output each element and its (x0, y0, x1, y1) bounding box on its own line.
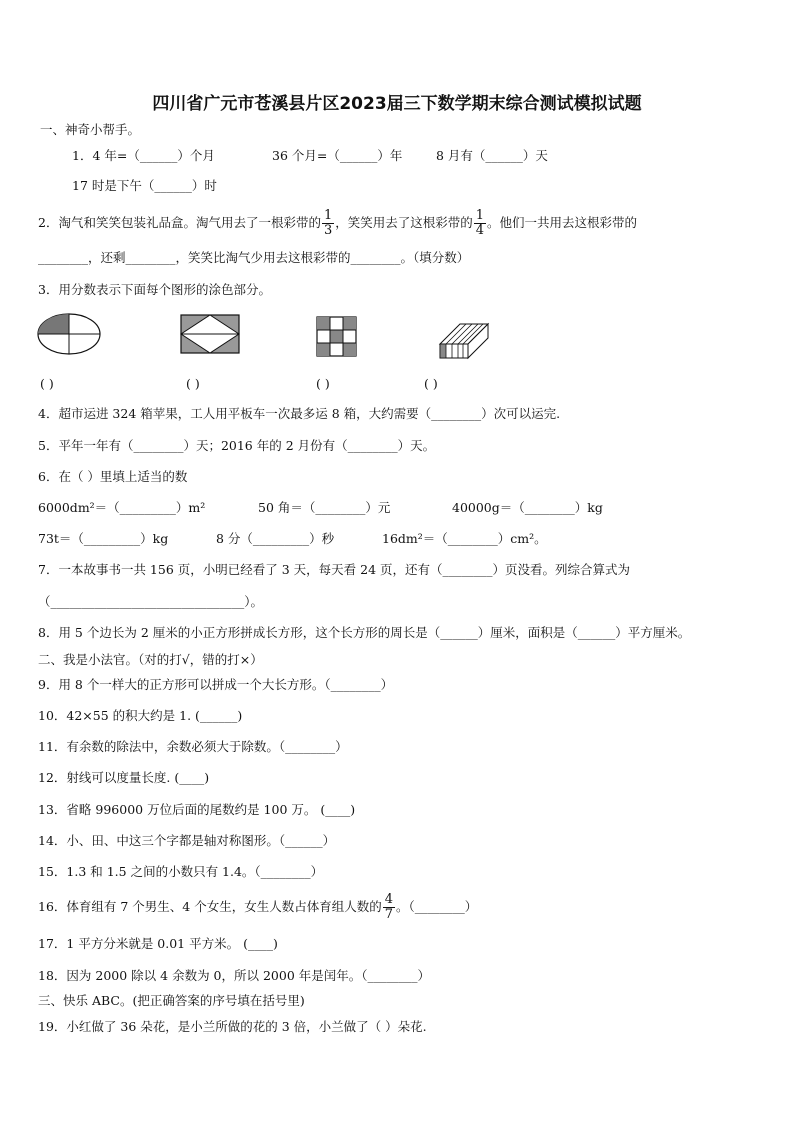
question-12: 12．射线可以度量长度. (____) (38, 770, 210, 785)
fraction-one-third (322, 209, 334, 238)
question-3: 3．用分数表示下面每个图形的涂色部分。 (38, 282, 271, 297)
grid-figure (316, 316, 358, 358)
question-6d: 73t＝（_________）kg (38, 531, 169, 546)
frac-den: 7 (384, 907, 394, 922)
question-2-line1 (38, 208, 637, 238)
question-7-line1: 7．一本故事书一共 156 页，小明已经看了 3 天，每天看 24 页，还有（________）页没看。列综合算式为 (38, 562, 631, 577)
page-title: 四川省广元市苍溪县片区2023届三下数学期末综合测试模拟试题 (152, 94, 642, 114)
question-13: 13．省略 996000 万位后面的尾数约是 100 万。 (____) (38, 802, 356, 817)
question-16 (38, 886, 477, 928)
question-14: 14．小、田、中这三个字都是轴对称图形。（______） (38, 833, 336, 848)
question-6: 6．在（ ）里填上适当的数 (38, 469, 188, 484)
question-11: 11．有余数的除法中，余数必须大于除数。（________） (38, 739, 348, 754)
question-1d: 17 时是下午（______）时 (72, 178, 217, 193)
ellipse-figure (36, 312, 102, 356)
frac-den: 4 (475, 223, 485, 238)
frac-den: 3 (323, 223, 333, 238)
fraction-one-quarter (474, 209, 486, 238)
question-18: 18．因为 2000 除以 4 余数为 0，所以 2000 年是闰年。（________） (38, 968, 430, 983)
frac-num: 1 (475, 208, 485, 223)
question-10: 10．42×55 的积大约是 1. (______) (38, 708, 243, 723)
question-15: 15．1.3 和 1.5 之间的小数只有 1.4。（________） (38, 864, 324, 879)
question-17: 17．1 平方分米就是 0.01 平方米。 (____) (38, 936, 278, 951)
q16-text-2: 。（________） (396, 899, 478, 914)
cuboid-figure (436, 320, 492, 360)
rectangle-triangles-figure (180, 314, 240, 354)
frac-num: 1 (323, 208, 333, 223)
section-heading-2: 二、我是小法官。（对的打√，错的打×） (38, 652, 263, 667)
question-9: 9．用 8 个一样大的正方形可以拼成一个大长方形。（________） (38, 677, 394, 692)
q3-answer-1: ( ) (40, 376, 54, 391)
question-8: 8．用 5 个边长为 2 厘米的小正方形拼成长方形，这个长方形的周长是（______）厘米，面积是（______）平方厘米。 (38, 625, 691, 640)
q2-text-2: ，笑笑用去了这根彩带的 (335, 215, 473, 230)
question-5: 5．平年一年有（________）天；2016 年的 2 月份有（________）天。 (38, 438, 436, 453)
section-heading-1: 一、神奇小帮手。 (40, 122, 141, 137)
question-6e: 8 分（_________）秒 (216, 531, 335, 546)
question-6b: 50 角＝（________）元 (258, 500, 391, 515)
q16-text-1: 16．体育组有 7 个男生、4 个女生，女生人数占体育组人数的 (38, 899, 382, 914)
question-6c: 40000g＝（________）kg (452, 500, 603, 515)
section-heading-3: 三、快乐 ABC。(把正确答案的序号填在括号里) (38, 993, 305, 1008)
question-2-line2: ________，还剩________，笑笑比淘气少用去这根彩带的________。（填分数） (38, 250, 470, 265)
fraction-four-sevenths (383, 893, 395, 922)
question-6f: 16dm²＝（________）cm²。 (382, 531, 547, 546)
q3-answer-3: ( ) (316, 376, 330, 391)
question-7-line2: （_______________________________）。 (38, 594, 264, 609)
question-1a: 1．4 年=（______）个月 (72, 148, 215, 163)
question-19: 19．小红做了 36 朵花，是小兰所做的花的 3 倍，小兰做了（ ）朵花. (38, 1019, 427, 1034)
question-6a: 6000dm²＝（_________）m² (38, 500, 206, 515)
question-1c: 8 月有（______）天 (436, 148, 548, 163)
question-1b: 36 个月=（______）年 (272, 148, 403, 163)
q3-answer-2: ( ) (186, 376, 200, 391)
frac-num: 4 (384, 892, 394, 907)
q2-text-3: 。他们一共用去这根彩带的 (487, 215, 638, 230)
q3-answer-4: ( ) (424, 376, 438, 391)
q2-text-1: 2．淘气和笑笑包装礼品盒。淘气用去了一根彩带的 (38, 215, 321, 230)
question-4: 4．超市运进 324 箱苹果，工人用平板车一次最多运 8 箱，大约需要（________）次可以运完. (38, 406, 561, 421)
